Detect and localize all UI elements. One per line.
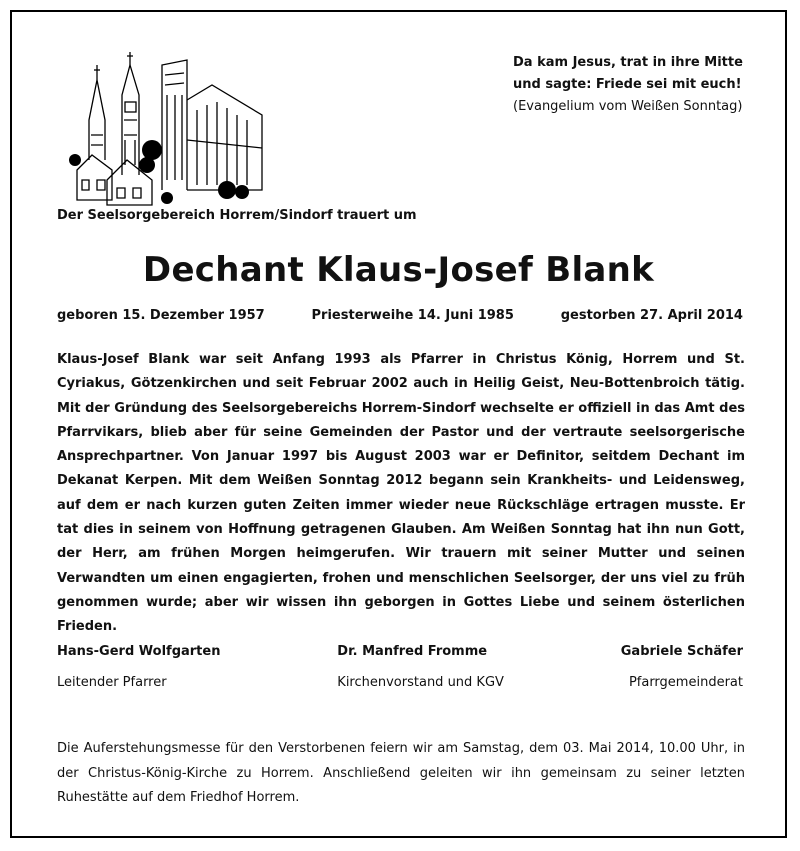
signer-name: Dr. Manfred Fromme	[337, 644, 488, 659]
church-sketch-icon	[67, 40, 267, 210]
signer-name: Hans-Gerd Wolfgarten	[57, 644, 221, 659]
life-dates	[57, 308, 743, 323]
signer-role: Leitender Pfarrer	[57, 675, 167, 690]
signer-role: Pfarrgemeinderat	[628, 675, 743, 690]
quote-line-1: Da kam Jesus, trat in ihre Mitte	[513, 55, 743, 70]
ordination-date: Priesterweihe 14. Juni 1985	[311, 308, 514, 323]
intro-line: Der Seelsorgebereich Horrem/Sindorf trauert um	[57, 208, 417, 223]
signer-role: Kirchenvorstand und KGV	[337, 675, 504, 690]
signature-block	[337, 644, 504, 690]
signatures	[57, 644, 743, 690]
deceased-name: Dechant Klaus-Josef Blank	[142, 250, 655, 290]
funeral-mass-notice: Die Auferstehungsmesse für den Verstorbenen feiern wir am Samstag, dem 03. Mai 2014, 10.00 Uhr, in der Christus-König-Kirche zu Horrem. Anschließend geleiten wir ihn gemeinsam zu seiner letzten Ruhestätte auf dem Friedhof Horrem.	[57, 741, 745, 805]
bible-quote	[513, 52, 773, 118]
birth-date: geboren 15. Dezember 1957	[57, 308, 265, 323]
biography-text: Klaus-Josef Blank war seit Anfang 1993 als Pfarrer in Christus König, Horrem und St. Cyriakus, Götzenkirchen und seit Februar 2002 auch in Heilig Geist, Neu-Bottenbroich tätig. Mit der Gründung des Seelsorgebereichs Horrem-Sindorf wechselte er offiziell in das Amt des Pfarrvikars, blieb aber für seine Gemeinden der Pastor und der vertraute seelsorgerische Ansprechpartner. Von Januar 1997 bis August 2003 war er Definitor, seitdem Dechant im Dekanat Kerpen. Mit dem Weißen Sonntag 2012 begann sein Krankheits- und Leidensweg, auf dem er nach kurzen guten Zeiten immer wieder neue Rückschläge ertragen musste. Er tat dies in seinem von Hoffnung getragenen Glauben. Am Weißen Sonntag hat ihn nun Gott, der Herr, am frühen Morgen heimgerufen. Wir trauern mit seiner Mutter und seinen Verwandten um einen engagierten, frohen und menschlichen Seelsorger, der uns viel zu früh genommen wurde; aber wir wissen ihn geborgen in Gottes Liebe und seinem österlichen Frieden.	[57, 352, 745, 635]
signature-block	[57, 644, 220, 690]
obituary-notice	[10, 10, 787, 838]
quote-source: (Evangelium vom Weißen Sonntag)	[513, 99, 743, 114]
signature-block	[621, 644, 743, 690]
signer-name: Gabriele Schäfer	[620, 644, 743, 659]
quote-line-2: und sagte: Friede sei mit euch!	[513, 77, 742, 92]
death-date: gestorben 27. April 2014	[560, 308, 743, 323]
